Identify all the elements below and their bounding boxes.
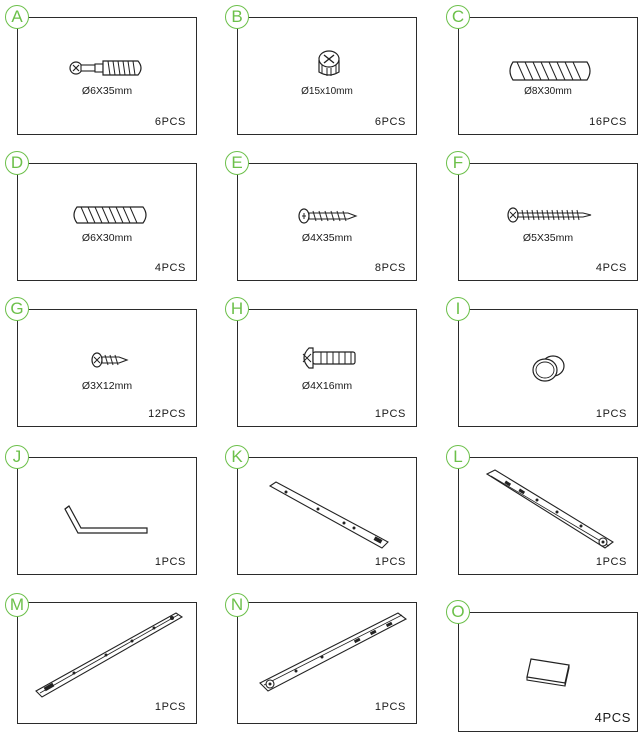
cam-bolt-icon: [68, 56, 148, 80]
badge-n: N: [225, 593, 249, 617]
wood-screw-icon: [507, 207, 593, 223]
part-o-count: 4PCS: [594, 710, 631, 725]
allen-key-icon: [63, 502, 153, 538]
part-h-spec: Ø4X16mm: [301, 380, 353, 392]
part-f-spec: Ø5X35mm: [522, 232, 574, 244]
part-e-spec: Ø4X35mm: [301, 232, 353, 244]
part-c-spec: Ø8X30mm: [524, 86, 572, 97]
badge-e: E: [225, 151, 249, 175]
part-e-count: 8PCS: [374, 262, 406, 274]
panel-g: [17, 309, 197, 427]
part-g-count: 12PCS: [148, 408, 186, 420]
wooden-dowel-icon: [507, 59, 593, 83]
panel-n: [237, 602, 417, 724]
badge-i: I: [446, 297, 470, 321]
panel-l: [458, 457, 638, 575]
knob-icon: [529, 354, 569, 384]
badge-j: J: [5, 445, 29, 469]
part-l-count: 1PCS: [595, 556, 627, 568]
part-j-count: 1PCS: [154, 556, 186, 568]
wood-screw-icon: [298, 208, 358, 224]
short-screw-icon: [91, 352, 129, 368]
panel-m: [17, 602, 197, 724]
part-a-count: 6PCS: [154, 116, 186, 128]
drawer-rail-icon: [266, 480, 392, 552]
part-g-spec: Ø3X12mm: [81, 380, 133, 392]
part-k-count: 1PCS: [374, 556, 406, 568]
part-d-count: 4PCS: [154, 262, 186, 274]
panel-k: [237, 457, 417, 575]
badge-h: H: [225, 297, 249, 321]
part-a-spec: Ø6X35mm: [81, 85, 133, 97]
panel-i: [458, 309, 638, 427]
cam-lock-icon: [311, 48, 347, 82]
part-d-spec: Ø6X30mm: [81, 232, 133, 244]
drawer-slide-icon: [485, 470, 615, 554]
badge-l: L: [446, 445, 470, 469]
panel-a: [17, 17, 197, 135]
badge-g: G: [5, 297, 29, 321]
part-i-count: 1PCS: [595, 408, 627, 420]
wooden-dowel-icon: [71, 204, 149, 226]
badge-b: B: [225, 5, 249, 29]
part-h-count: 1PCS: [374, 408, 406, 420]
panel-e: [237, 163, 417, 281]
badge-m: M: [5, 593, 29, 617]
badge-d: D: [5, 151, 29, 175]
badge-a: A: [5, 5, 29, 29]
badge-c: C: [446, 5, 470, 29]
panel-c: [458, 17, 638, 135]
part-b-spec: Ø15x10mm: [301, 86, 353, 97]
badge-k: K: [225, 445, 249, 469]
panel-o: [458, 612, 638, 732]
part-m-count: 1PCS: [154, 701, 186, 713]
drawer-slide-icon: [258, 611, 408, 697]
bolt-icon: [299, 346, 359, 370]
panel-h: [237, 309, 417, 427]
part-f-count: 4PCS: [595, 262, 627, 274]
panel-b: [237, 17, 417, 135]
badge-o: O: [446, 600, 470, 624]
badge-f: F: [446, 151, 470, 175]
drawer-rail-icon: [34, 611, 184, 701]
part-n-count: 1PCS: [374, 701, 406, 713]
panel-d: [17, 163, 197, 281]
panel-j: [17, 457, 197, 575]
part-b-count: 6PCS: [374, 116, 406, 128]
felt-pad-icon: [525, 657, 573, 687]
panel-f: [458, 163, 638, 281]
part-c-count: 16PCS: [589, 116, 627, 128]
